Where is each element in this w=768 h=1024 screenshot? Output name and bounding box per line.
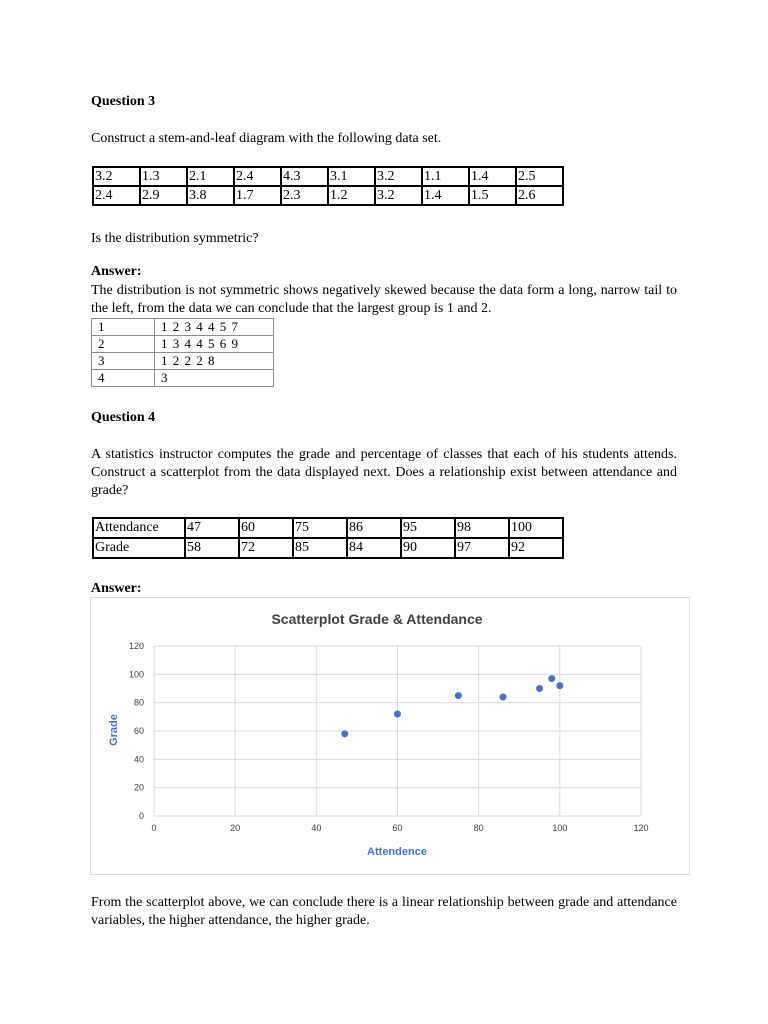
chart-gridlines	[154, 646, 641, 816]
data-point	[500, 694, 507, 701]
chart-points	[341, 675, 563, 737]
question-4-prompt: A statistics instructor computes the grade and percentage of classes that each of his students attends. Construct a scatterplot from the data displayed next. Does a relationship exist between attendance and grade?	[91, 447, 677, 498]
chart-title: Scatterplot Grade & Attendance	[271, 611, 483, 627]
table-cell: 2.6	[516, 186, 563, 205]
table-cell: 2.4	[234, 167, 281, 186]
table-cell: 58	[185, 538, 239, 558]
x-tick-label: 60	[392, 823, 403, 833]
table-cell: 3.2	[375, 167, 422, 186]
table-cell: 2.9	[140, 186, 187, 205]
stem-leaf-row	[92, 319, 274, 336]
stem-cell: 3	[92, 353, 155, 370]
data-row	[93, 538, 563, 558]
y-tick-label: 100	[128, 669, 144, 680]
stem-leaf-row	[92, 353, 274, 370]
data-point	[536, 685, 543, 692]
table-cell: 2.5	[516, 167, 563, 186]
x-tick-label: 20	[230, 823, 241, 833]
stem-cell: 1	[92, 319, 155, 336]
stem-leaf-row	[92, 370, 274, 387]
y-tick-label: 80	[133, 697, 144, 708]
chart-y-tick-labels	[129, 641, 144, 821]
question-4-answer-label: Answer:	[91, 581, 142, 596]
table-cell: 95	[401, 518, 455, 538]
chart-x-axis-label: Attendence	[367, 846, 427, 858]
chart-y-axis-label: Grade	[108, 714, 120, 746]
table-cell: 2.3	[281, 186, 328, 205]
table-cell: 2.4	[93, 186, 140, 205]
table-cell: 1.4	[422, 186, 469, 205]
table-cell: 84	[347, 538, 401, 558]
table-cell: 1.4	[469, 167, 516, 186]
data-point	[394, 711, 401, 718]
data-point	[455, 692, 462, 699]
data-point	[341, 730, 348, 737]
table-cell: 1.3	[140, 167, 187, 186]
chart-x-tick-labels	[151, 823, 648, 833]
table-cell: 47	[185, 518, 239, 538]
scatterplot-svg	[91, 598, 689, 874]
table-cell: 1.2	[328, 186, 375, 205]
stem-and-leaf-table	[91, 318, 274, 387]
table-cell: 60	[239, 518, 293, 538]
table-cell: Grade	[93, 538, 185, 558]
table-cell: 4.3	[281, 167, 328, 186]
leaf-cell: 3	[155, 370, 274, 387]
table-cell: 3.2	[93, 167, 140, 186]
table-cell: 100	[509, 518, 563, 538]
question-3-heading: Question 3	[91, 94, 156, 109]
table-cell: 1.5	[469, 186, 516, 205]
table-cell: 3.2	[375, 186, 422, 205]
question-3-data-table	[92, 166, 564, 206]
table-cell: 97	[455, 538, 509, 558]
table-cell: 98	[455, 518, 509, 538]
question-3-prompt: Construct a stem-and-leaf diagram with the following data set.	[91, 131, 442, 146]
question-4-heading: Question 4	[91, 410, 156, 425]
table-cell: 2.1	[187, 167, 234, 186]
y-tick-label: 0	[138, 811, 144, 821]
scatterplot-chart	[90, 597, 690, 875]
leaf-cell: 1 3 4 4 5 6 9	[155, 336, 274, 353]
table-cell: 85	[293, 538, 347, 558]
y-tick-label: 120	[128, 641, 144, 651]
stem-leaf-row	[92, 336, 274, 353]
table-cell: 1.7	[234, 186, 281, 205]
table-cell: 3.1	[328, 167, 375, 186]
table-cell: Attendance	[93, 518, 185, 538]
x-tick-label: 0	[151, 823, 157, 833]
x-tick-label: 100	[552, 823, 568, 833]
question-3-symmetry-question: Is the distribution symmetric?	[91, 231, 259, 246]
y-tick-label: 20	[133, 782, 144, 793]
data-row	[93, 167, 563, 186]
stem-cell: 4	[92, 370, 155, 387]
question-4-conclusion: From the scatterplot above, we can conclude there is a linear relationship between grade and attendance variables, the higher attendance, the higher grade.	[91, 895, 677, 928]
table-cell: 3.8	[187, 186, 234, 205]
question-3-answer-text: The distribution is not symmetric shows negatively skewed because the data form a long, narrow tail to the left, from the data we can conclude that the largest group is 1 and 2.	[91, 283, 677, 316]
x-tick-label: 120	[633, 823, 649, 833]
table-cell: 1.1	[422, 167, 469, 186]
leaf-cell: 1 2 2 2 8	[155, 353, 274, 370]
data-point	[556, 682, 563, 689]
data-point	[548, 675, 555, 682]
question-3-answer-label: Answer:	[91, 264, 142, 279]
table-cell: 72	[239, 538, 293, 558]
y-tick-label: 60	[133, 726, 144, 736]
data-row	[93, 518, 563, 538]
table-cell: 86	[347, 518, 401, 538]
table-cell: 75	[293, 518, 347, 538]
leaf-cell: 1 2 3 4 4 5 7	[155, 319, 274, 336]
x-tick-label: 80	[473, 823, 484, 833]
y-tick-label: 40	[133, 754, 144, 765]
data-row	[93, 186, 563, 205]
stem-cell: 2	[92, 336, 155, 353]
table-cell: 92	[509, 538, 563, 558]
question-4-data-table	[92, 517, 564, 559]
table-cell: 90	[401, 538, 455, 558]
x-tick-label: 40	[311, 823, 322, 833]
